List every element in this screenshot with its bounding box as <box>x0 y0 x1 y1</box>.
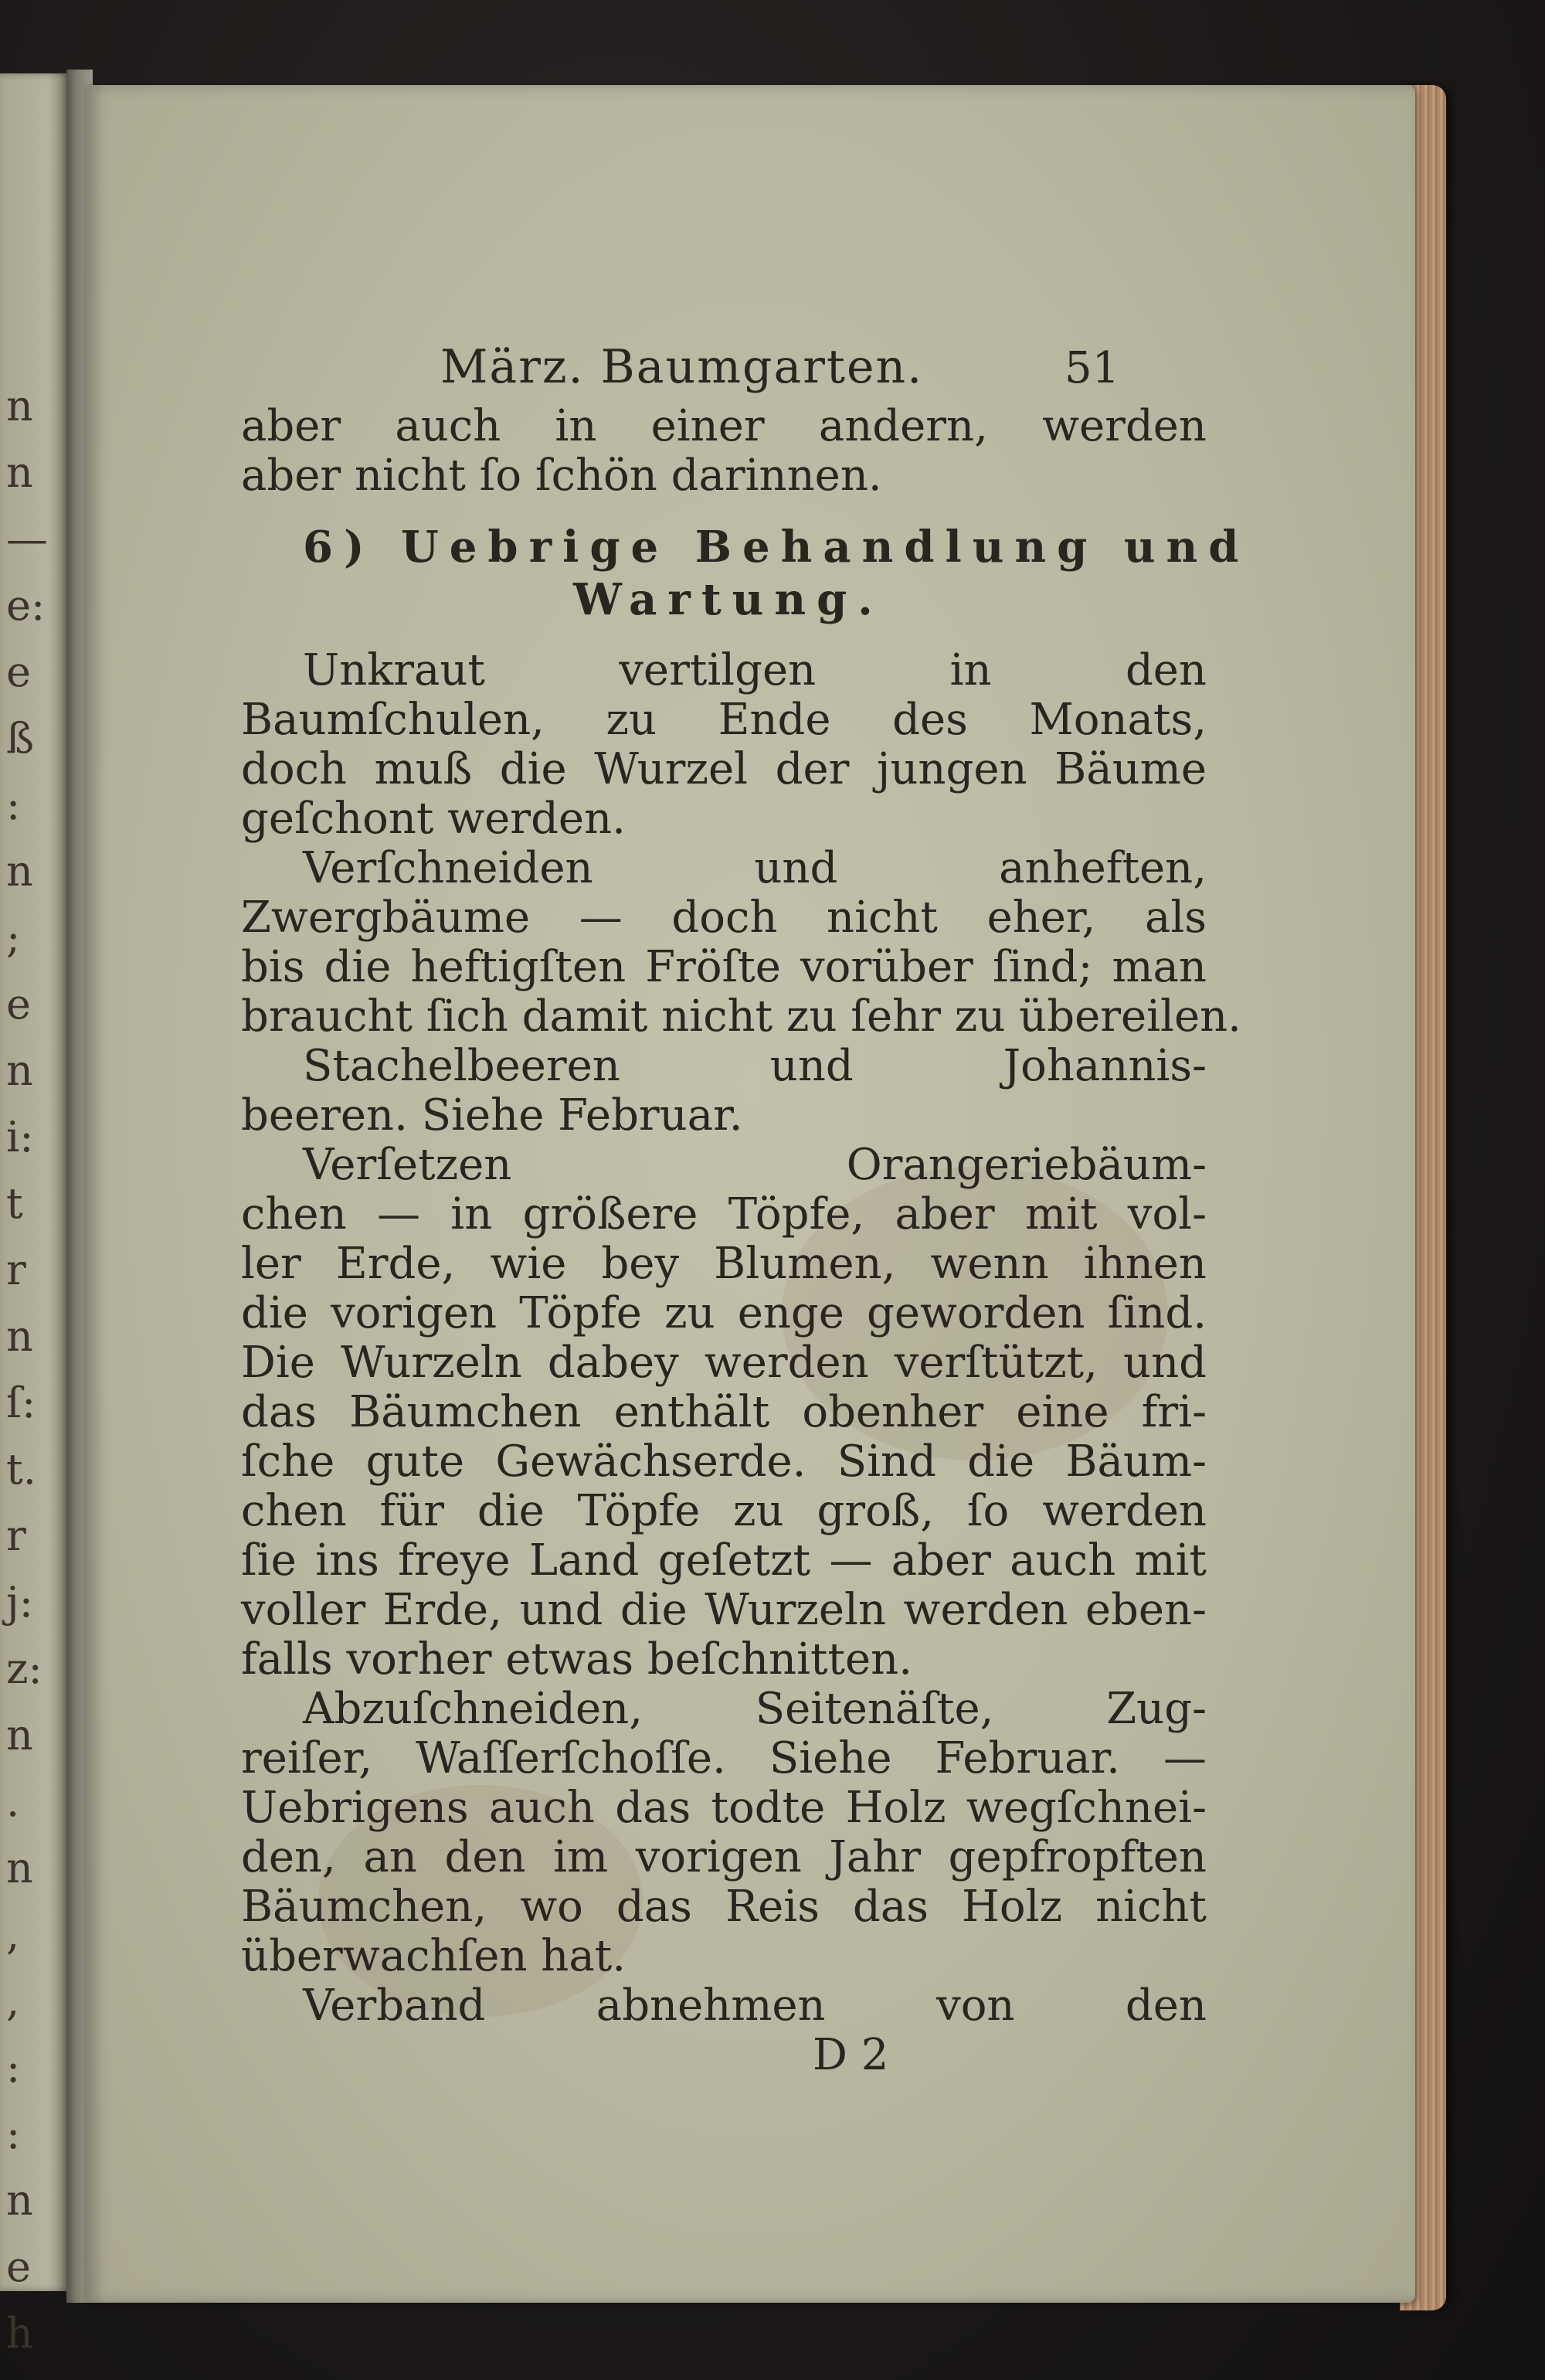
facing-page-fragment: : <box>6 780 21 829</box>
signature-mark: D 2 <box>813 2030 889 2080</box>
paragraph <box>241 646 1207 844</box>
text-line: die vorigen Töpfe zu enge geworden ſind. <box>241 1288 1207 1338</box>
text-line: geſchont werden. <box>241 794 626 844</box>
text-line: Verſetzen Orangeriebäum- <box>303 1140 1207 1190</box>
facing-page-fragment: , <box>6 1977 20 2025</box>
paragraph <box>241 1685 1207 1981</box>
book-page <box>87 85 1415 2303</box>
facing-page-fragment: z: <box>6 1644 42 1693</box>
text-line: das Bäumchen enthält obenher eine fri- <box>241 1387 1207 1437</box>
text-line: falls vorher etwas beſchnitten. <box>241 1634 913 1685</box>
facing-page-fragment: ; <box>6 913 21 962</box>
facing-page-fragment: h <box>6 2309 33 2358</box>
facing-page-fragment: n <box>6 2176 33 2225</box>
paragraph <box>241 843 1241 1042</box>
facing-page-fragment: r <box>6 1511 26 1560</box>
facing-page-fragment: i: <box>6 1113 34 1161</box>
facing-page-fragment: e <box>6 980 31 1028</box>
text-line: Uebrigens auch das todte Holz wegſchnei- <box>241 1783 1207 1833</box>
facing-page-left <box>0 73 68 2358</box>
text-line: den, an den im vorigen Jahr gepfropften <box>241 1832 1207 1882</box>
facing-page-fragment: n <box>6 1312 33 1361</box>
text-line: Verſchneiden und anheften, <box>303 843 1207 893</box>
facing-page-fragment: , <box>6 1910 20 1959</box>
text-line: ſche gute Gewächserde. Sind die Bäum- <box>241 1436 1207 1487</box>
text-line: Baumſchulen, zu Ende des Monats, <box>241 695 1207 745</box>
text-line: ler Erde, wie bey Blumen, wenn ihnen <box>241 1239 1207 1289</box>
text-line: reiſer, Waſſerſchoſſe. Siehe Februar. — <box>241 1733 1207 1783</box>
text-line: Verband abnehmen von den <box>303 1980 1207 2031</box>
page-header <box>241 294 1207 402</box>
facing-page-fragment: t <box>6 1179 23 1228</box>
running-head: März. Baumgarten. <box>440 340 924 394</box>
text-line: beeren. Siehe Februar. <box>241 1090 743 1141</box>
facing-page-fragment: j: <box>6 1578 33 1627</box>
text-line: Stachelbeeren und Johannis- <box>303 1041 1207 1091</box>
page-number: 51 <box>1065 343 1120 393</box>
facing-page-fragment: n <box>6 847 33 896</box>
facing-page-fragment: t. <box>6 1445 36 1494</box>
text-line: bis die heftigſten Fröſte vorüber ſind; man <box>241 942 1207 992</box>
facing-page-fragments <box>3 73 65 2358</box>
facing-page-fragment: n <box>6 1046 33 1095</box>
section-heading-line-1: 6) Uebrige Behandlung und <box>303 522 1250 573</box>
text-line: braucht ſich damit nicht zu ſehr zu übereilen. <box>241 991 1241 1042</box>
facing-page-fragment: . <box>6 1777 20 1826</box>
text-line: überwachſen hat. <box>241 1931 626 1981</box>
facing-page-fragment: e <box>6 648 31 696</box>
facing-page-fragment: e: <box>6 581 46 630</box>
facing-page-fragment: n <box>6 448 33 497</box>
text-line: aber nicht ſo ſchön darinnen. <box>241 450 882 501</box>
text-line: doch muß die Wurzel der jungen Bäume <box>241 744 1207 794</box>
text-line: ſie ins freye Land geſetzt — aber auch mit <box>241 1535 1207 1586</box>
text-line: Abzuſchneiden, Seitenäſte, Zug- <box>303 1684 1207 1734</box>
facing-page-fragment: : <box>6 2043 21 2092</box>
text-line: aber auch in einer andern, werden <box>241 401 1207 451</box>
paragraphs <box>241 645 1241 2031</box>
section-heading-line-2: Wartung. <box>573 574 884 625</box>
paragraph <box>241 1981 1207 2031</box>
paragraph <box>241 1042 1207 1141</box>
facing-page-fragment: n <box>6 1711 33 1760</box>
page-text-block <box>241 294 1250 2080</box>
facing-page-fragment: n <box>6 1844 33 1892</box>
text-line: Die Wurzeln dabey werden verſtützt, und <box>241 1338 1207 1388</box>
facing-page-fragment: ſ: <box>6 1379 36 1427</box>
text-line: voller Erde, und die Wurzeln werden eben- <box>241 1585 1207 1635</box>
facing-page-fragment: ß <box>6 714 35 763</box>
facing-page-fragment: e <box>6 2242 31 2291</box>
facing-page-fragment: : <box>6 2110 21 2158</box>
text-line: Bäumchen, wo das Reis das Holz nicht <box>241 1882 1207 1932</box>
text-line: Zwergbäume — doch nicht eher, als <box>241 892 1207 943</box>
text-line: Unkraut vertilgen in den <box>303 645 1207 695</box>
facing-page-fragment: — <box>6 515 48 563</box>
paragraph <box>241 1141 1207 1685</box>
text-line: chen — in größere Töpfe, aber mit vol- <box>241 1189 1207 1239</box>
facing-page-fragment: r <box>6 1246 26 1294</box>
text-line: chen für die Töpfe zu groß, ſo werden <box>241 1486 1207 1536</box>
facing-page-fragment: n <box>6 382 33 430</box>
